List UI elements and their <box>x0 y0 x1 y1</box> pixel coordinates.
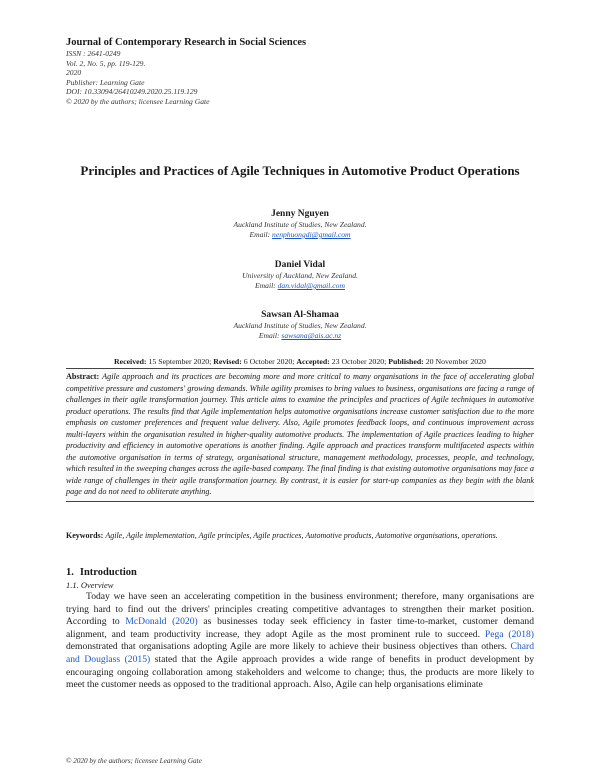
author-2 <box>66 259 534 291</box>
revised-label: Revised: <box>213 357 242 366</box>
author-affiliation: University of Auckland, New Zealand. <box>242 271 358 280</box>
author-email-link[interactable]: dan.vidal@gmail.com <box>277 281 345 290</box>
doi: DOI: 10.33094/26410249.2020.25.119.129 <box>66 87 198 97</box>
abstract-text: Agile approach and its practices are becoming more and more critical to many organisations in the face of accelerating global competitive pressure and customers' growing demands. While agility promises to bring values to business, organisations are facing a range of challenges in their agile transformation journey. This article aims to examine the principles and practices of Agile techniques in automotive product operations. The results find that Agile implementation helps automotive organisations increase customer satisfaction due to the more emphasis on customer preferences and frequent value delivery. Also, Agile promotes feedback loops, and continuous improvement across multi-layers within the organisation resulted in higher-quality automotive products. The implementation of Agile practices leading to higher productivity and efficiency in automotive operations is another finding. Agile approach and practices transform multifaceted aspects within the automotive organisation in terms of strategy, organisational structure, management methodology, processes, people, and technology, which resulted in the sweeping changes across the agile-based company. The final finding is that existing automotive organisations may face a wide range of challenges in their agile transformation journey. By contrast, it is easier for start-up companies as they begin with the blank page and do not need to obliterate anything. <box>66 372 535 496</box>
year: 2020 <box>66 68 82 78</box>
citation-mcdonald[interactable]: McDonald (2020) <box>125 616 198 628</box>
email-label: Email: <box>258 331 280 340</box>
author-3 <box>66 309 534 341</box>
email-label: Email: <box>249 230 271 239</box>
abstract <box>66 368 534 502</box>
volume-info: Vol. 2, No. 5, pp. 119-129. <box>66 58 146 68</box>
paper-title: Principles and Practices of Agile Techniques in Automotive Product Operations <box>80 163 520 178</box>
issn: ISSN : 2641-0249 <box>66 49 121 58</box>
abstract-label: Abstract: <box>66 372 100 381</box>
author-name: Daniel Vidal <box>274 260 326 270</box>
body-text-4: stated that the Agile approach provides a wide range of benefits in product development by encouraging ongoing collaboration among stakeholders and welcome to change; thus, the products are more likely to meet the customer needs as opposed to the traditional approach. Also, Agile can help organisations eliminate <box>66 653 534 691</box>
accepted-label: Accepted: <box>296 357 330 366</box>
received-label: Received: <box>114 357 147 366</box>
page-footer: © 2020 by the authors; licensee Learning Gate <box>66 757 202 765</box>
author-email-link[interactable]: sawsana@ais.ac.nz <box>281 331 342 340</box>
accepted-date: 23 October 2020; <box>331 357 387 366</box>
subsection-heading-overview: 1.1. Overview <box>66 580 114 590</box>
abstract-paragraph <box>66 371 534 498</box>
author-1 <box>66 208 534 240</box>
citation-pega[interactable]: Pega (2018) <box>484 628 535 640</box>
body-text-3: demonstrated that organisations adopting Agile are more likely to achieve their business objectives than others. <box>66 641 511 653</box>
author-affiliation: Auckland Institute of Studies, New Zealand. <box>233 220 367 229</box>
published-date: 20 November 2020 <box>425 357 486 366</box>
author-email-line <box>66 230 534 240</box>
body-text-1: Today we have seen an accelerating competition in the business environment; therefore, many organisations are trying hard to find out the drivers' principles creating competitive advantages to strengthen their market position. According to <box>66 591 534 628</box>
author-affiliation: Auckland Institute of Studies, New Zealand. <box>233 321 367 330</box>
body-paragraph <box>66 591 534 692</box>
section-number: 1. <box>66 567 74 578</box>
keywords-text: Agile, Agile implementation, Agile principles, Agile practices, Automotive products, Automotive organisations, operations. <box>105 531 498 540</box>
journal-title: Journal of Contemporary Research in Social Sciences <box>66 37 307 48</box>
section-title: Introduction <box>79 567 137 578</box>
copyright: © 2020 by the authors; licensee Learning Gate <box>66 96 210 106</box>
revised-date: 6 October 2020; <box>243 357 295 366</box>
email-label: Email: <box>255 281 276 290</box>
author-name: Sawsan Al-Shamaa <box>261 310 339 320</box>
published-label: Published: <box>388 357 424 366</box>
author-email-line <box>66 281 534 291</box>
keywords-label: Keywords: <box>66 531 104 540</box>
author-email-link[interactable]: nenphuongdi@gmail.com <box>272 230 351 239</box>
publication-dates <box>66 357 534 367</box>
section-heading-introduction <box>66 566 137 579</box>
citation-chard-douglass[interactable]: Chard and Douglass (2015) <box>66 641 534 665</box>
body-text-2: as businesses today seek efficiency in faster time-to-market, customer demand alignment, and team productivity increase, they adopt Agile as the most prominent rule to succeed. <box>66 616 534 640</box>
keywords <box>66 531 534 541</box>
journal-header <box>66 36 536 107</box>
author-name: Jenny Nguyen <box>271 209 329 219</box>
received-date: 15 September 2020; <box>148 357 212 366</box>
publisher: Publisher: Learning Gate <box>66 77 145 87</box>
author-email-line <box>66 331 534 341</box>
